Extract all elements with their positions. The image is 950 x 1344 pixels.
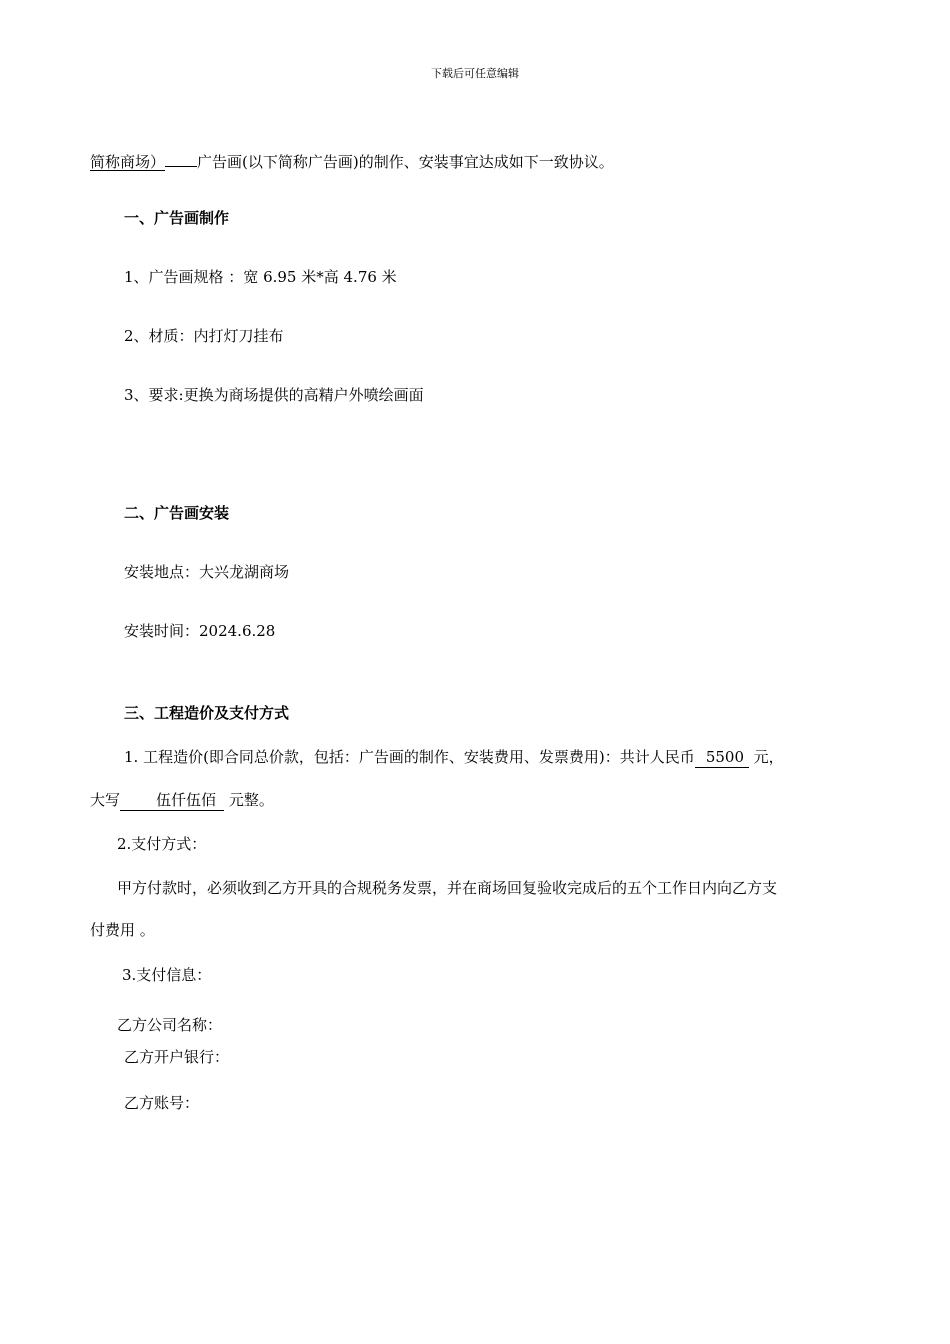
payment-text-line2: 付费用 。 bbox=[90, 921, 155, 939]
intro-party-short-name: 简称商场） bbox=[90, 153, 166, 171]
section1-heading: 一、广告画制作 bbox=[124, 209, 230, 227]
bank-label: 乙方开户银行： bbox=[124, 1048, 230, 1066]
capital-amount-line bbox=[90, 790, 274, 811]
section1-item-material: 2、材质：内打灯刀挂布 bbox=[124, 327, 284, 345]
price-suffix: 元， bbox=[753, 748, 784, 766]
section2-heading: 二、广告画安装 bbox=[124, 504, 230, 522]
capital-prefix: 大写 bbox=[90, 791, 121, 809]
price-prefix: 1. 工程造价(即合同总价款，包括：广告画的制作、安装费用、发票费用)：共计人民币 bbox=[124, 748, 695, 766]
section1-item-spec: 1、广告画规格 ：宽 6.95 米*高 4.76 米 bbox=[124, 268, 397, 286]
install-location: 安装地点：大兴龙湖商场 bbox=[124, 563, 290, 581]
section3-heading: 三、工程造价及支付方式 bbox=[124, 704, 290, 722]
capital-suffix: 元整。 bbox=[228, 791, 274, 809]
intro-blank bbox=[165, 150, 197, 167]
price-line bbox=[124, 747, 784, 768]
capital-amount: 伍仟伍佰 bbox=[120, 790, 224, 811]
install-time: 安装时间：2024.6.28 bbox=[124, 622, 276, 640]
intro-paragraph bbox=[90, 150, 614, 172]
payment-text-line1: 甲方付款时，必须收到乙方开具的合规税务发票，并在商场回复验收完成后的五个工作日内向乙方支 bbox=[117, 879, 778, 897]
account-label: 乙方账号： bbox=[124, 1094, 200, 1112]
page-header: 下载后可任意编辑 bbox=[431, 67, 519, 80]
intro-text: 广告画(以下简称广告画)的制作、安装事宜达成如下一致协议。 bbox=[197, 153, 614, 171]
payment-info-label: 3.支付信息： bbox=[122, 966, 212, 984]
payment-method-label: 2.支付方式： bbox=[117, 835, 207, 853]
company-name-label: 乙方公司名称： bbox=[117, 1016, 223, 1034]
section1-item-requirement: 3、要求:更换为商场提供的高精户外喷绘画面 bbox=[124, 386, 424, 404]
price-amount: 5500 bbox=[695, 747, 749, 768]
